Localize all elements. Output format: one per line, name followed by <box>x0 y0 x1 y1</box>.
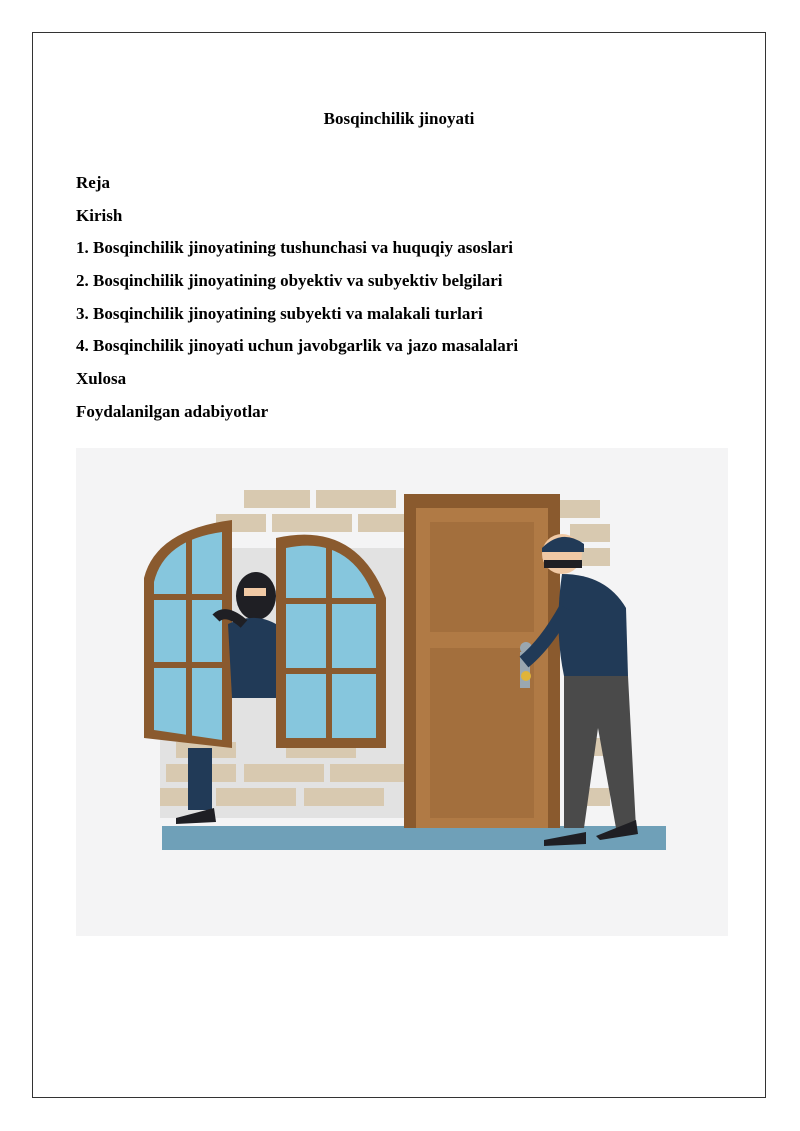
plan-item-4: 4. Bosqinchilik jinoyati uchun javobgarlik va jazo masalalari <box>76 336 519 356</box>
plan-item-references: Foydalanilgan adabiyotlar <box>76 401 269 421</box>
floor <box>162 826 666 850</box>
plan-item-2: 2. Bosqinchilik jinoyatining obyektiv va subyektiv belgilari <box>76 271 503 291</box>
door <box>404 494 560 828</box>
plan-item-intro: Kirish <box>76 205 123 225</box>
plan-heading: Reja <box>76 173 110 192</box>
plan-item-1: 1. Bosqinchilik jinoyatining tushunchasi va huquqiy asoslari <box>76 238 513 258</box>
plan-list <box>76 173 518 435</box>
plan-item-conclusion: Xulosa <box>76 369 127 389</box>
window-left <box>144 520 232 748</box>
page-title: Bosqinchilik jinoyati <box>323 109 475 128</box>
document-page <box>32 32 766 1098</box>
plan-item-3: 3. Bosqinchilik jinoyatining subyekti va malakali turlari <box>76 303 483 323</box>
burglars-illustration-icon <box>76 448 728 936</box>
